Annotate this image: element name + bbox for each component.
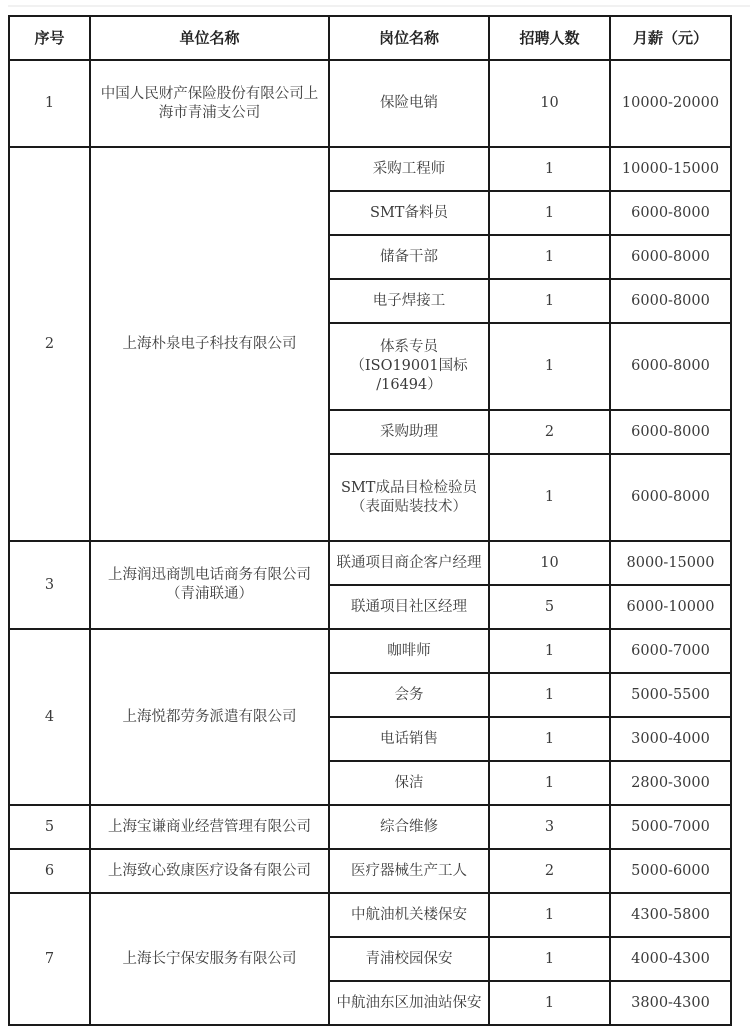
row-no: 2 <box>9 147 90 541</box>
company-name <box>90 541 329 629</box>
company-name: 上海致心致康医疗设备有限公司 <box>90 849 329 893</box>
company-name-line: 中国人民财产保险股份有限公司上 <box>100 85 319 102</box>
hire-count: 1 <box>489 937 610 981</box>
position-title: 采购工程师 <box>329 147 489 191</box>
hire-count: 1 <box>489 673 610 717</box>
position-title: 储备干部 <box>329 235 489 279</box>
position-title: 电话销售 <box>329 717 489 761</box>
hire-count: 1 <box>489 454 610 541</box>
header-salary: 月薪（元） <box>610 16 731 60</box>
row-no: 5 <box>9 805 90 849</box>
row-no: 4 <box>9 629 90 805</box>
position-title: 医疗器械生产工人 <box>329 849 489 893</box>
header-position: 岗位名称 <box>329 16 489 60</box>
position-title: 保险电销 <box>329 60 489 147</box>
company-name: 上海悦都劳务派遣有限公司 <box>90 629 329 805</box>
company-name: 上海宝谦商业经营管理有限公司 <box>90 805 329 849</box>
hire-count: 10 <box>489 60 610 147</box>
hire-count: 1 <box>489 279 610 323</box>
company-name: 上海长宁保安服务有限公司 <box>90 893 329 1025</box>
position-title: 中航油东区加油站保安 <box>329 981 489 1025</box>
hire-count: 1 <box>489 629 610 673</box>
position-title <box>329 323 489 410</box>
header-row <box>9 16 731 60</box>
hire-count: 2 <box>489 410 610 454</box>
company-name-line: （青浦联通） <box>166 586 253 602</box>
hire-count: 10 <box>489 541 610 585</box>
hire-count: 1 <box>489 191 610 235</box>
salary-range: 5000-5500 <box>610 673 731 717</box>
position-title: SMT备料员 <box>329 191 489 235</box>
salary-range: 6000-8000 <box>610 454 731 541</box>
salary-range: 6000-8000 <box>610 235 731 279</box>
position-title-line: SMT成品目检检验员 <box>341 479 477 496</box>
hire-count: 1 <box>489 235 610 279</box>
company-name-line: 上海润迅商凯电话商务有限公司 <box>108 567 311 583</box>
hire-count: 1 <box>489 717 610 761</box>
company-name-line: 海市青浦支公司 <box>158 104 261 121</box>
hire-count: 1 <box>489 981 610 1025</box>
position-title: 采购助理 <box>329 410 489 454</box>
company-name <box>90 60 329 147</box>
position-title: 保洁 <box>329 761 489 805</box>
salary-range: 10000-20000 <box>610 60 731 147</box>
salary-range: 6000-7000 <box>610 629 731 673</box>
position-title: 中航油机关楼保安 <box>329 893 489 937</box>
hire-count: 2 <box>489 849 610 893</box>
table-row <box>9 805 731 849</box>
position-title-line: /16494） <box>376 377 442 393</box>
top-divider <box>8 5 750 7</box>
recruitment-table <box>8 15 732 1026</box>
salary-range: 3000-4000 <box>610 717 731 761</box>
header-company: 单位名称 <box>90 16 329 60</box>
header-no: 序号 <box>9 16 90 60</box>
position-title-line: （表面贴装技术） <box>351 498 467 515</box>
table-row <box>9 629 731 673</box>
table-row <box>9 147 731 191</box>
salary-range: 4300-5800 <box>610 893 731 937</box>
position-title: 联通项目商企客户经理 <box>329 541 489 585</box>
hire-count: 1 <box>489 147 610 191</box>
salary-range: 6000-10000 <box>610 585 731 629</box>
position-title: 青浦校园保安 <box>329 937 489 981</box>
salary-range: 3800-4300 <box>610 981 731 1025</box>
salary-range: 8000-15000 <box>610 541 731 585</box>
position-title: 会务 <box>329 673 489 717</box>
table-row <box>9 60 731 147</box>
salary-range: 6000-8000 <box>610 410 731 454</box>
position-title: 综合维修 <box>329 805 489 849</box>
row-no: 6 <box>9 849 90 893</box>
position-title-line: 体系专员 <box>380 339 438 355</box>
hire-count: 1 <box>489 893 610 937</box>
salary-range: 4000-4300 <box>610 937 731 981</box>
position-title <box>329 454 489 541</box>
table-row <box>9 893 731 937</box>
salary-range: 5000-6000 <box>610 849 731 893</box>
header-count: 招聘人数 <box>489 16 610 60</box>
row-no: 1 <box>9 60 90 147</box>
position-title: 咖啡师 <box>329 629 489 673</box>
hire-count: 5 <box>489 585 610 629</box>
hire-count: 1 <box>489 323 610 410</box>
salary-range: 6000-8000 <box>610 279 731 323</box>
position-title-line: （ISO19001国标 <box>350 358 468 374</box>
salary-range: 6000-8000 <box>610 191 731 235</box>
salary-range: 2800-3000 <box>610 761 731 805</box>
position-title: 电子焊接工 <box>329 279 489 323</box>
salary-range: 6000-8000 <box>610 323 731 410</box>
company-name: 上海朴泉电子科技有限公司 <box>90 147 329 541</box>
table-row <box>9 849 731 893</box>
table-row <box>9 541 731 585</box>
hire-count: 3 <box>489 805 610 849</box>
position-title: 联通项目社区经理 <box>329 585 489 629</box>
salary-range: 5000-7000 <box>610 805 731 849</box>
row-no: 3 <box>9 541 90 629</box>
salary-range: 10000-15000 <box>610 147 731 191</box>
hire-count: 1 <box>489 761 610 805</box>
row-no: 7 <box>9 893 90 1025</box>
